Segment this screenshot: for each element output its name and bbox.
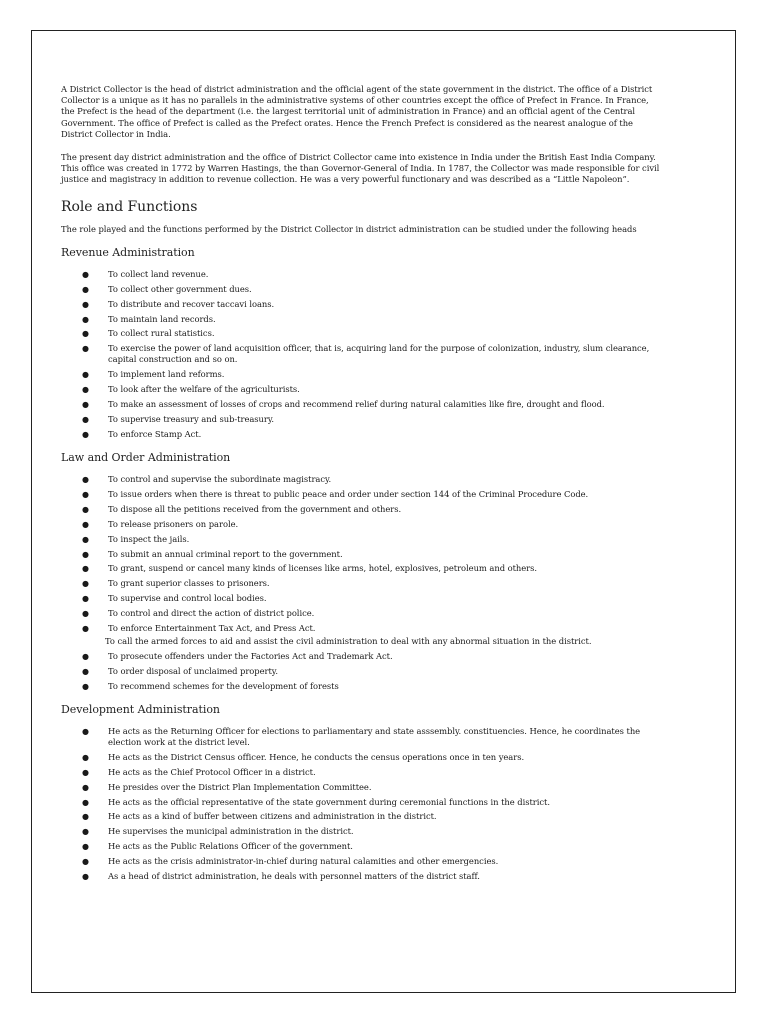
list-item bbox=[61, 752, 661, 763]
list-item bbox=[61, 299, 661, 310]
list-item bbox=[61, 369, 661, 380]
bullet-icon: ● bbox=[82, 429, 89, 439]
list-item-text: To collect other government dues. bbox=[108, 283, 252, 294]
role-functions-lead: The role played and the functions performed by the District Collector in district administration can be studied under the following heads bbox=[61, 223, 637, 234]
list-item bbox=[61, 608, 661, 619]
development-heading: Development Administration bbox=[61, 702, 220, 716]
list-item-text: To inspect the jails. bbox=[108, 533, 190, 544]
list-item bbox=[61, 856, 661, 867]
list-item-text: To make an assessment of losses of crops and recommend relief during natural calamities like fire, drought and flood. bbox=[108, 399, 605, 410]
role-functions-heading: Role and Functions bbox=[61, 198, 198, 215]
list-item bbox=[61, 666, 661, 677]
list-item bbox=[61, 343, 661, 365]
list-item bbox=[61, 651, 661, 662]
list-item bbox=[61, 797, 661, 808]
list-item-text: To supervise and control local bodies. bbox=[108, 593, 267, 604]
list-item-text: To enforce Entertainment Tax Act, and Press Act. bbox=[108, 623, 316, 634]
bullet-icon: ● bbox=[82, 269, 89, 279]
bullet-icon: ● bbox=[82, 827, 89, 837]
list-item-text: To issue orders when there is threat to public peace and order under section 144 of the Criminal Procedure Code. bbox=[108, 489, 589, 500]
bullet-icon: ● bbox=[82, 549, 89, 559]
law-order-list-b bbox=[61, 651, 661, 692]
bullet-icon: ● bbox=[82, 519, 89, 529]
list-item bbox=[61, 578, 661, 589]
list-item-text: He acts as the official representative of the state government during ceremonial functions in the district. bbox=[108, 796, 550, 807]
list-item bbox=[61, 563, 661, 574]
armed-forces-line: To call the armed forces to aid and assist the civil administration to deal with any abnormal situation in the district. bbox=[105, 635, 592, 646]
list-item-text: To order disposal of unclaimed property. bbox=[108, 665, 278, 676]
list-item-text: As a head of district administration, he deals with personnel matters of the district staff. bbox=[108, 871, 480, 882]
list-item bbox=[61, 504, 661, 515]
bullet-icon: ● bbox=[82, 370, 89, 380]
list-item bbox=[61, 399, 661, 410]
revenue-list bbox=[61, 269, 661, 440]
bullet-icon: ● bbox=[82, 752, 89, 762]
document-content bbox=[61, 84, 661, 886]
list-item bbox=[61, 593, 661, 604]
list-item bbox=[61, 489, 661, 500]
bullet-icon: ● bbox=[82, 490, 89, 500]
list-item bbox=[61, 767, 661, 778]
list-item bbox=[61, 782, 661, 793]
list-item-text: To collect land revenue. bbox=[108, 268, 209, 279]
bullet-icon: ● bbox=[82, 475, 89, 485]
bullet-icon: ● bbox=[82, 329, 89, 339]
bullet-icon: ● bbox=[82, 594, 89, 604]
list-item bbox=[61, 328, 661, 339]
development-list bbox=[61, 726, 661, 882]
list-item bbox=[61, 623, 661, 634]
bullet-icon: ● bbox=[82, 284, 89, 294]
bullet-icon: ● bbox=[82, 726, 89, 736]
list-item-text: To recommend schemes for the development of forests bbox=[108, 680, 339, 691]
list-item bbox=[61, 826, 661, 837]
bullet-icon: ● bbox=[82, 314, 89, 324]
bullet-icon: ● bbox=[82, 385, 89, 395]
list-item bbox=[61, 429, 661, 440]
list-item bbox=[61, 549, 661, 560]
list-item-text: To enforce Stamp Act. bbox=[108, 428, 202, 439]
list-item-text: To exercise the power of land acquisition officer, that is, acquiring land for the purpose of colonization, industry, slum clearance, capital construction and so on. bbox=[108, 343, 650, 365]
list-item bbox=[61, 384, 661, 395]
law-order-list-a bbox=[61, 474, 661, 634]
list-item-text: To release prisoners on parole. bbox=[108, 518, 239, 529]
list-item-text: He acts as a kind of buffer between citizens and administration in the district. bbox=[108, 811, 437, 822]
list-item bbox=[61, 811, 661, 822]
list-item bbox=[61, 534, 661, 545]
list-item-text: To grant superior classes to prisoners. bbox=[108, 578, 270, 589]
bullet-icon: ● bbox=[82, 400, 89, 410]
list-item-text: To look after the welfare of the agriculturists. bbox=[108, 384, 300, 395]
bullet-icon: ● bbox=[82, 624, 89, 634]
list-item bbox=[61, 474, 661, 485]
bullet-icon: ● bbox=[82, 797, 89, 807]
list-item-text: He acts as the Chief Protocol Officer in a district. bbox=[108, 766, 316, 777]
list-item bbox=[61, 314, 661, 325]
list-item-text: To distribute and recover taccavi loans. bbox=[108, 298, 275, 309]
list-item-text: He acts as the Public Relations Officer of the government. bbox=[108, 841, 353, 852]
bullet-icon: ● bbox=[82, 767, 89, 777]
list-item bbox=[61, 841, 661, 852]
list-item bbox=[61, 871, 661, 882]
list-item bbox=[61, 519, 661, 530]
bullet-icon: ● bbox=[82, 842, 89, 852]
list-item-text: To submit an annual criminal report to the government. bbox=[108, 548, 343, 559]
intro-paragraph-2: The present day district administration and the office of District Collector came into existence in India under the British East India Company. This office was created in 1772 by Warren Hastings, the than Governor-General of India. In 1787, the Collector was made responsible for civil justice and magistracy in addition to revenue collection. He was a very powerful functionary and was described as a “Little Napoleon”. bbox=[61, 152, 660, 185]
list-item bbox=[61, 414, 661, 425]
list-item bbox=[61, 726, 661, 748]
list-item-text: To supervise treasury and sub-treasury. bbox=[108, 414, 275, 425]
bullet-icon: ● bbox=[82, 609, 89, 619]
list-item-text: He presides over the District Plan Implementation Committee. bbox=[108, 781, 372, 792]
list-item-text: To implement land reforms. bbox=[108, 369, 225, 380]
bullet-icon: ● bbox=[82, 857, 89, 867]
list-item-text: To dispose all the petitions received from the government and others. bbox=[108, 503, 402, 514]
list-item bbox=[61, 681, 661, 692]
bullet-icon: ● bbox=[82, 681, 89, 691]
bullet-icon: ● bbox=[82, 415, 89, 425]
list-item-text: He acts as the crisis administrator-in-chief during natural calamities and other emergencies. bbox=[108, 856, 499, 867]
revenue-heading: Revenue Administration bbox=[61, 245, 195, 259]
bullet-icon: ● bbox=[82, 579, 89, 589]
list-item-text: He acts as the District Census officer. Hence, he conducts the census operations once in ten years. bbox=[108, 751, 525, 762]
law-order-heading: Law and Order Administration bbox=[61, 451, 231, 465]
list-item-text: To collect rural statistics. bbox=[108, 328, 215, 339]
bullet-icon: ● bbox=[82, 504, 89, 514]
bullet-icon: ● bbox=[82, 534, 89, 544]
bullet-icon: ● bbox=[82, 564, 89, 574]
bullet-icon: ● bbox=[82, 344, 89, 354]
bullet-icon: ● bbox=[82, 651, 89, 661]
list-item-text: He supervises the municipal administration in the district. bbox=[108, 826, 354, 837]
bullet-icon: ● bbox=[82, 666, 89, 676]
list-item-text: He acts as the Returning Officer for elections to parliamentary and state asssembly. constituencies. Hence, he coordinates the election work at the district level. bbox=[108, 725, 641, 748]
list-item-text: To grant, suspend or cancel many kinds of licenses like arms, hotel, explosives, petroleum and others. bbox=[108, 563, 537, 574]
list-item bbox=[61, 284, 661, 295]
list-item-text: To prosecute offenders under the Factories Act and Trademark Act. bbox=[108, 650, 393, 661]
intro-paragraph-1: A District Collector is the head of district administration and the official agent of the state government in the district. The office of a District Collector is a unique as it has no parallels in the administrative systems of other countries except the office of Prefect in France. In France, the Prefect is the head of the department (i.e. the largest territorial unit of administration in France) and an official agent of the Central Government. The office of Prefect is called as the Prefect orates. Hence the French Prefect is considered as the nearest analogue of the District Collector in India. bbox=[61, 84, 653, 139]
list-item bbox=[61, 269, 661, 280]
bullet-icon: ● bbox=[82, 812, 89, 822]
bullet-icon: ● bbox=[82, 299, 89, 309]
list-item-text: To control and supervise the subordinate magistracy. bbox=[108, 474, 332, 485]
bullet-icon: ● bbox=[82, 872, 89, 882]
list-item-text: To maintain land records. bbox=[108, 313, 216, 324]
list-item-text: To control and direct the action of district police. bbox=[108, 608, 315, 619]
bullet-icon: ● bbox=[82, 782, 89, 792]
